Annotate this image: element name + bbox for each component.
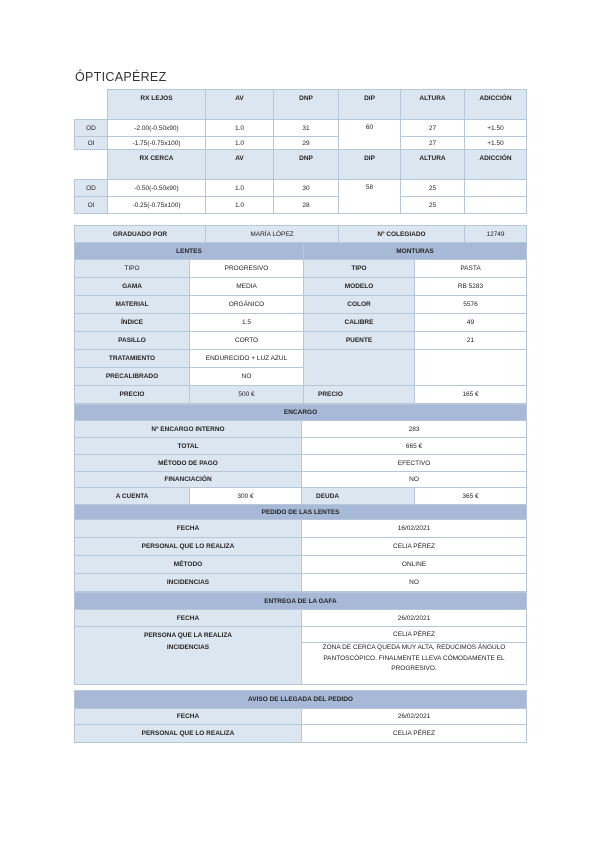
dnp-header: DNP [274, 90, 339, 120]
eye-label: OD [75, 120, 108, 137]
eye-label: OI [75, 197, 108, 214]
encargo-label: TOTAL [75, 438, 302, 455]
lentes-value: NO [190, 368, 304, 386]
adicion-header: ADICCIÓN [465, 90, 527, 120]
monturas-label: TIPO [304, 260, 415, 278]
monturas-value: 49 [415, 314, 527, 332]
entrega-section-title: ENTREGA DE LA GAFA [75, 593, 527, 610]
av-value: 1.0 [206, 180, 274, 197]
encargo-value: 665 € [302, 438, 527, 455]
table-row [75, 574, 527, 592]
dnp-value: 31 [274, 120, 339, 137]
entrega-value: 26/02/2021 [302, 610, 527, 627]
monturas-value: 5576 [415, 296, 527, 314]
dip-header: DIP [339, 90, 401, 120]
monturas-label: COLOR [304, 296, 415, 314]
monturas-value: 21 [415, 332, 527, 350]
lentes-value: ORGÁNICO [190, 296, 304, 314]
lentes-monturas-table [74, 242, 527, 404]
rx-lejos-header: RX LEJOS [108, 90, 206, 120]
altura-value: 25 [401, 180, 465, 197]
eye-label: OD [75, 180, 108, 197]
pedido-value: 16/02/2021 [302, 520, 527, 538]
entrega-label: INCIDENCIAS [166, 644, 210, 652]
table-row [75, 421, 527, 438]
encargo-value: EFECTIVO [302, 455, 527, 472]
encargo-value: NO [302, 472, 527, 488]
blank-corner [75, 90, 108, 120]
pedido-label: FECHA [75, 520, 302, 538]
aviso-section-title: AVISO DE LLEGADA DEL PEDIDO [75, 691, 527, 709]
table-row [75, 137, 527, 150]
lentes-value: 1.5 [190, 314, 304, 332]
a-cuenta-value: 300 € [190, 488, 302, 505]
colegiado-value: 12749 [465, 226, 527, 243]
table-row [75, 197, 527, 214]
table-row [75, 314, 527, 332]
altura-value: 27 [401, 120, 465, 137]
table-row [75, 488, 527, 505]
lentes-precio-value: 500 € [190, 386, 304, 404]
monturas-label: CALIBRE [304, 314, 415, 332]
av-value: 1.0 [206, 197, 274, 214]
av-header: AV [206, 150, 274, 180]
monturas-precio-value: 165 € [415, 386, 527, 404]
aviso-value: CELIA PÉREZ [302, 725, 527, 743]
lentes-label: GAMA [75, 278, 190, 296]
monturas-empty-label [304, 350, 415, 386]
encargo-label: FINANCIACIÓN [75, 472, 302, 488]
dip-text: 58 [365, 184, 374, 191]
monturas-label: MODELO [304, 278, 415, 296]
monturas-value: RB 5283 [415, 278, 527, 296]
prescription-table [74, 89, 527, 214]
table-row [75, 386, 527, 404]
table-row [75, 350, 527, 368]
encargo-table [74, 404, 527, 505]
av-header: AV [206, 90, 274, 120]
adicion-header: ADICCIÓN [465, 150, 527, 180]
lentes-section-title: LENTES [75, 243, 304, 260]
monturas-precio-label: PRECIO [304, 386, 415, 404]
graduado-label: GRADUADO POR [75, 226, 206, 243]
rx-value: -0.50(-0.50x90) [108, 180, 206, 197]
dnp-value: 29 [274, 137, 339, 150]
adicion-value [465, 197, 527, 214]
aviso-table [74, 690, 527, 743]
dip-text: 60 [365, 124, 374, 131]
rx-cerca-header: RX CERCA [108, 150, 206, 180]
table-row [75, 260, 527, 278]
pedido-section-title: PEDIDO DE LAS LENTES [75, 505, 527, 520]
rx-value: -2.00(-0.50x90) [108, 120, 206, 137]
lentes-value: PROGRESIVO [190, 260, 304, 278]
table-row [75, 472, 527, 488]
entrega-label: FECHA [75, 610, 302, 627]
lentes-label: TRATAMIENTO [75, 350, 190, 368]
lentes-label: TIPO [75, 260, 190, 278]
rx-value: -1.75(-0.75x100) [108, 137, 206, 150]
table-row [75, 538, 527, 556]
a-cuenta-label: A CUENTA [75, 488, 190, 505]
dip-value [339, 180, 401, 214]
table-row [75, 709, 527, 725]
eye-label: OI [75, 137, 108, 150]
aviso-label: FECHA [75, 709, 302, 725]
pedido-label: PERSONAL QUE LO REALIZA [75, 538, 302, 556]
brand-title: ÓPTICAPÉREZ [75, 70, 167, 84]
dip-header: DIP [339, 150, 401, 180]
deuda-label: DEUDA [302, 488, 415, 505]
table-row [75, 627, 527, 643]
entrega-incidencias-value: ZONA DE CERCA QUEDA MUY ALTA, REDUCIMOS ÁNGULO PANTOSCÓPICO. FINALMENTE LLEVA CÓMODAMENTE EL PROGRESIVO. [302, 643, 527, 685]
entrega-label-group [75, 627, 302, 685]
dnp-header: DNP [274, 150, 339, 180]
altura-header: ALTURA [401, 150, 465, 180]
blank-corner [75, 150, 108, 180]
lentes-label: PRECALIBRADO [75, 368, 190, 386]
graduado-table [74, 225, 527, 243]
pedido-value: ONLINE [302, 556, 527, 574]
table-row [75, 610, 527, 627]
lentes-value: ENDURECIDO + LUZ AZUL [190, 350, 304, 368]
deuda-value: 365 € [415, 488, 527, 505]
monturas-section-title: MONTURAS [304, 243, 527, 260]
dnp-value: 28 [274, 197, 339, 214]
pedido-value: CELIA PÉREZ [302, 538, 527, 556]
aviso-label: PERSONAL QUE LO REALIZA [75, 725, 302, 743]
monturas-label: PUENTE [304, 332, 415, 350]
altura-value: 25 [401, 197, 465, 214]
altura-value: 27 [401, 137, 465, 150]
encargo-section-title: ENCARGO [75, 405, 527, 421]
adicion-value: +1.50 [465, 137, 527, 150]
pedido-value: NO [302, 574, 527, 592]
pedido-table [74, 504, 527, 592]
table-row [75, 226, 527, 243]
table-row [75, 120, 527, 137]
table-row [75, 725, 527, 743]
encargo-value: 283 [302, 421, 527, 438]
entrega-label: PERSONA QUE LA REALIZA [144, 632, 232, 639]
av-value: 1.0 [206, 120, 274, 137]
table-row [75, 180, 527, 197]
encargo-label: MÉTODO DE PAGO [75, 455, 302, 472]
table-row [75, 438, 527, 455]
encargo-label: Nº ENCARGO INTERNO [75, 421, 302, 438]
table-row [75, 455, 527, 472]
rx-value: -0.25(-0.75x100) [108, 197, 206, 214]
colegiado-label: Nº COLEGIADO [339, 226, 465, 243]
adicion-value: +1.50 [465, 120, 527, 137]
dip-value [339, 120, 401, 150]
table-row [75, 520, 527, 538]
altura-header: ALTURA [401, 90, 465, 120]
lentes-value: MEDIA [190, 278, 304, 296]
adicion-value [465, 180, 527, 197]
monturas-empty-value [415, 350, 527, 386]
dnp-value: 30 [274, 180, 339, 197]
entrega-value: CELIA PÉREZ [302, 627, 527, 643]
table-row [75, 296, 527, 314]
graduado-value: MARÍA LÓPEZ [206, 226, 339, 243]
av-value: 1.0 [206, 137, 274, 150]
lentes-precio-label: PRECIO [75, 386, 190, 404]
lentes-value: CORTO [190, 332, 304, 350]
monturas-value: PASTA [415, 260, 527, 278]
table-row [75, 332, 527, 350]
table-row [75, 278, 527, 296]
lentes-label: PASILLO [75, 332, 190, 350]
table-row [75, 556, 527, 574]
lentes-label: ÍNDICE [75, 314, 190, 332]
aviso-value: 26/02/2021 [302, 709, 527, 725]
pedido-label: INCIDENCIAS [75, 574, 302, 592]
lentes-label: MATERIAL [75, 296, 190, 314]
pedido-label: MÉTODO [75, 556, 302, 574]
entrega-table [74, 592, 527, 685]
